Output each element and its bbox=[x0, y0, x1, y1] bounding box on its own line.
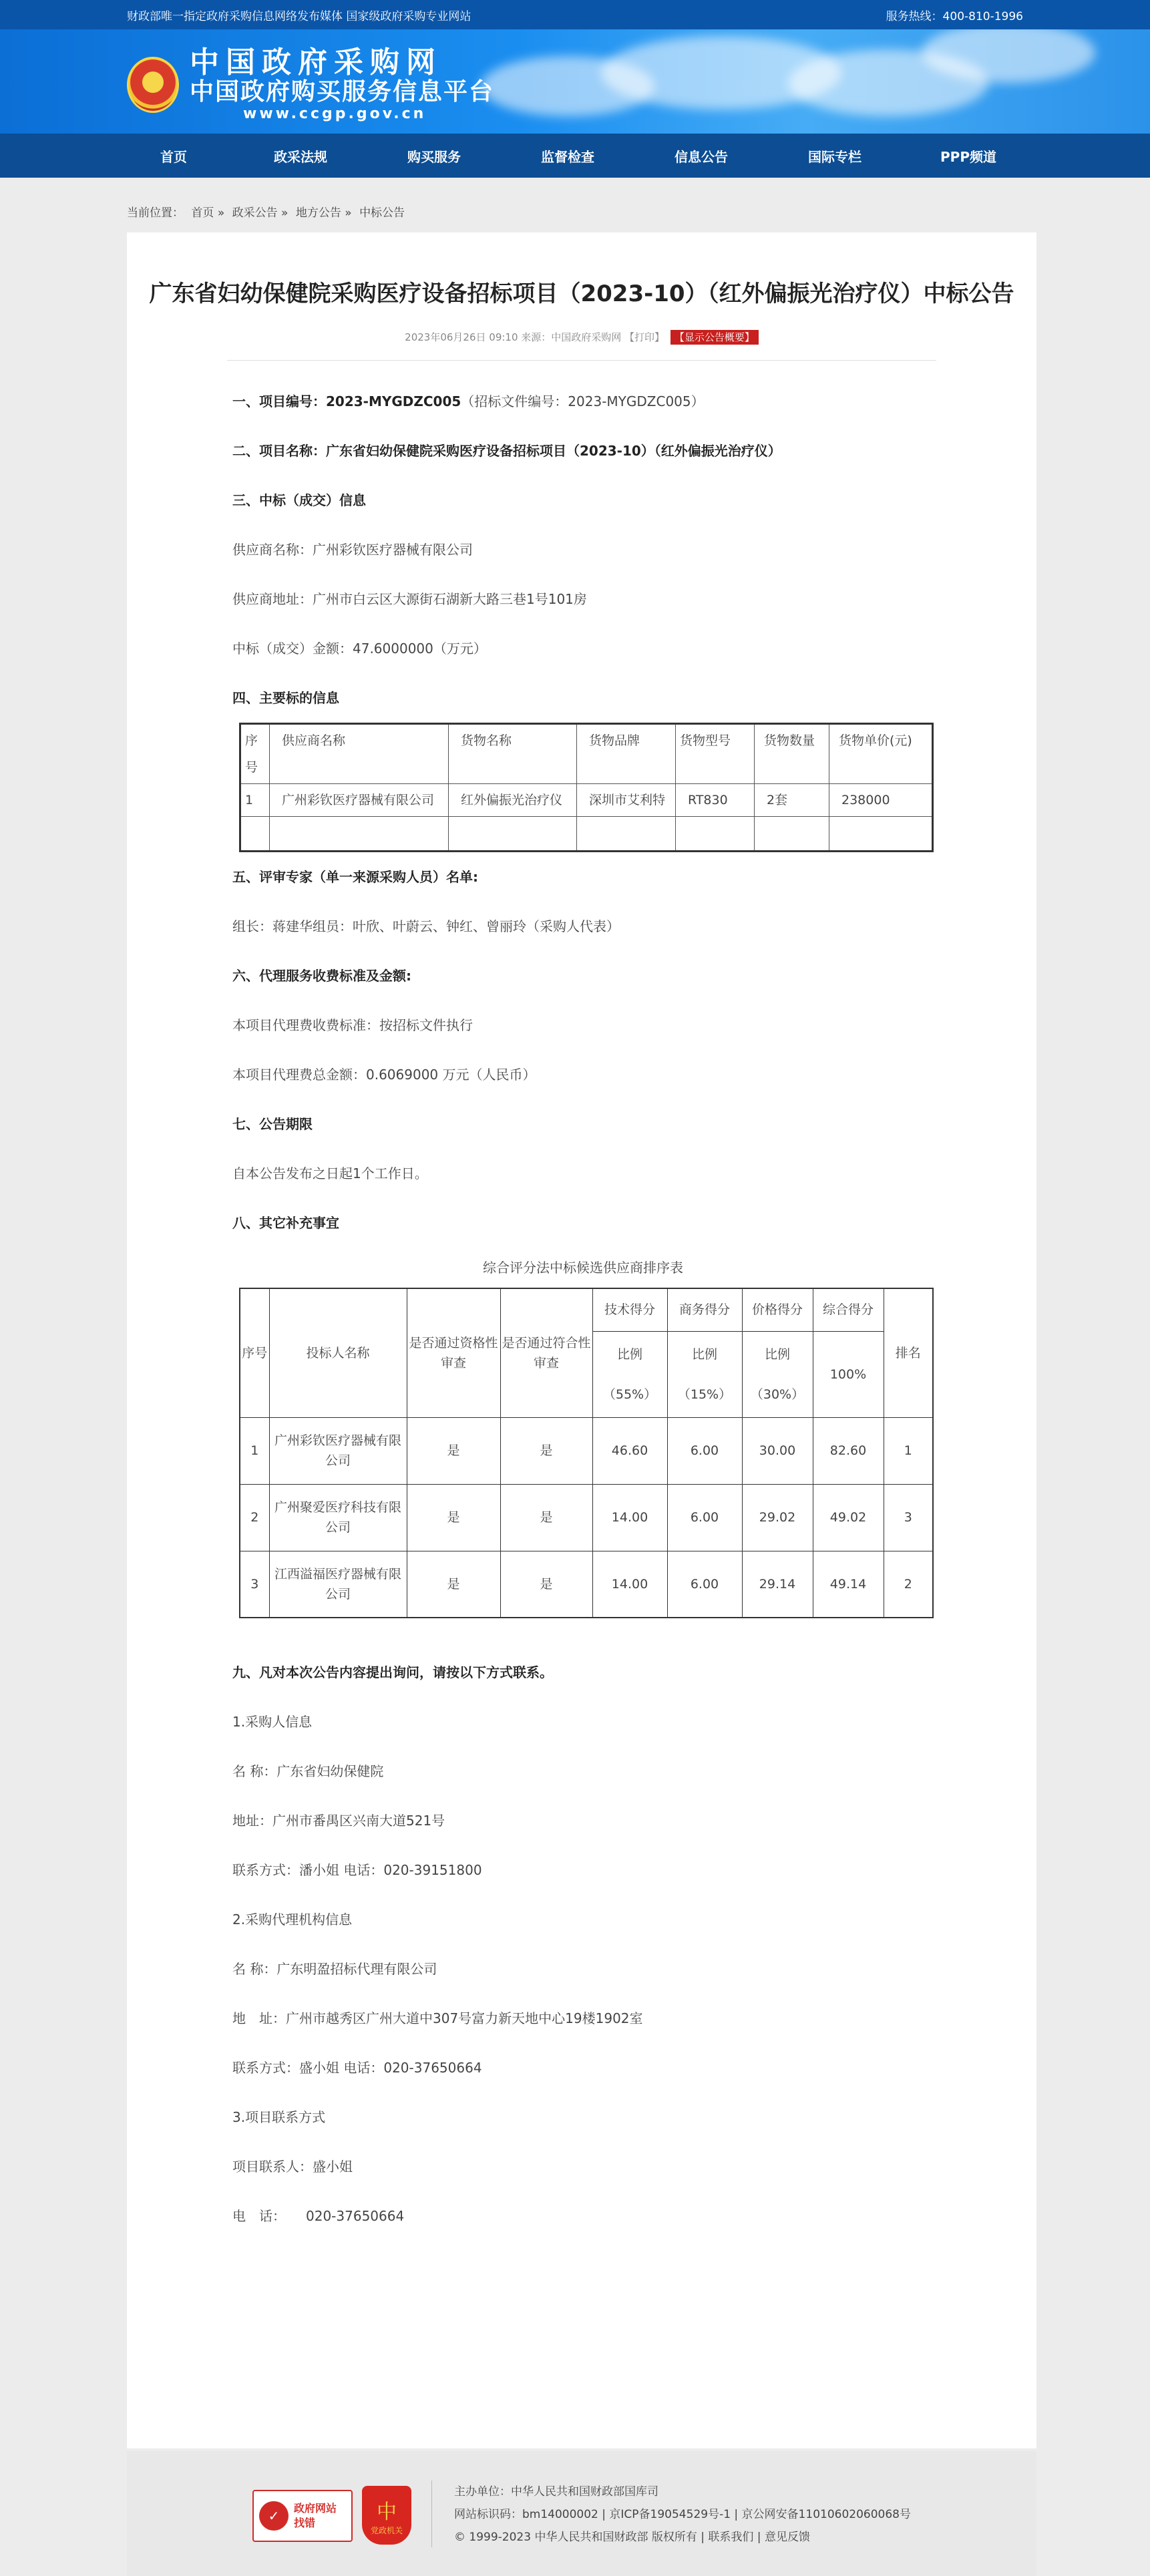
breadcrumb-sep: » bbox=[281, 206, 289, 220]
show-summary-button[interactable]: 【显示公告概要】 bbox=[670, 330, 759, 345]
project-number: 一、项目编号：2023-MYGDZC005（招标文件编号：2023-MYGDZC005） bbox=[232, 393, 705, 409]
breadcrumb-sep: » bbox=[217, 206, 225, 220]
supplier-name: 供应商名称：广州彩钦医疗器械有限公司 bbox=[232, 542, 473, 558]
gov-site-error-report-badge[interactable]: ✓ 政府网站 找错 bbox=[252, 2490, 353, 2542]
table-row-empty bbox=[240, 817, 933, 852]
project-contact-phone: 电 话： 020-37650664 bbox=[232, 2208, 405, 2224]
breadcrumb-local[interactable]: 地方公告 bbox=[295, 206, 341, 220]
article-body bbox=[232, 377, 934, 2241]
purchaser-address: 地址：广州市番禺区兴南大道521号 bbox=[232, 1813, 445, 1829]
purchaser-contact: 联系方式：潘小姐 电话：020-39151800 bbox=[232, 1862, 482, 1878]
section-experts: 五、评审专家（单一来源采购人员）名单: bbox=[232, 869, 478, 885]
nav-announcements[interactable]: 信息公告 bbox=[675, 148, 728, 165]
site-logo[interactable] bbox=[127, 47, 494, 122]
logo-subtitle: 中国政府购买服务信息平台 bbox=[190, 78, 495, 106]
gov-site-icon: ✓ bbox=[259, 2501, 289, 2531]
agency-address: 地 址：广州市越秀区广州大道中307号富力新天地中心19楼1902室 bbox=[232, 2010, 643, 2026]
nav-international[interactable]: 国际专栏 bbox=[808, 148, 861, 165]
table-row: 2 广州聚爱医疗科技有限公司 是 是 14.00 6.00 29.02 49.02 3 bbox=[240, 1484, 933, 1551]
breadcrumb-award[interactable]: 中标公告 bbox=[359, 206, 405, 220]
section-agency-fee: 六、代理服务收费标准及金额: bbox=[232, 968, 411, 984]
breadcrumb-procurement[interactable]: 政采公告 bbox=[232, 206, 278, 220]
agency-heading: 2.采购代理机构信息 bbox=[232, 1911, 353, 1927]
nav-regulations[interactable]: 政采法规 bbox=[274, 148, 327, 165]
table-header-row: 序号 供应商名称 货物名称 货物品牌 货物型号 货物数量 货物单价(元) bbox=[240, 724, 933, 784]
top-slogan: 财政部唯一指定政府采购信息网络发布媒体 国家级政府采购专业网站 bbox=[127, 9, 471, 23]
breadcrumb-sep: » bbox=[345, 206, 352, 220]
site-banner bbox=[0, 29, 1150, 134]
nav-purchase-services[interactable]: 购买服务 bbox=[407, 148, 461, 165]
logo-url: www.ccgp.gov.cn bbox=[243, 106, 427, 122]
top-info-bar bbox=[0, 0, 1150, 29]
purchaser-name: 名 称：广东省妇幼保健院 bbox=[232, 1763, 384, 1779]
main-items-table bbox=[239, 723, 934, 852]
supplier-address: 供应商地址：广州市白云区大源街石湖新大路三巷1号101房 bbox=[232, 591, 587, 607]
table-row: 1 广州彩钦医疗器械有限公司 红外偏振光治疗仪 深圳市艾利特 RT830 2套 238000 bbox=[240, 784, 933, 817]
project-name: 二、项目名称：广东省妇幼保健院采购医疗设备招标项目（2023-10）（红外偏振光治疗仪） bbox=[232, 443, 781, 459]
ranking-table-caption: 综合评分法中标候选供应商排序表 bbox=[483, 1260, 683, 1276]
page-title: 广东省妇幼保健院采购医疗设备招标项目（2023-10）（红外偏振光治疗仪）中标公告 bbox=[149, 281, 1014, 307]
section-award-info: 三、中标（成交）信息 bbox=[232, 492, 366, 508]
section-contact: 九、凡对本次公告内容提出询问，请按以下方式联系。 bbox=[232, 1664, 553, 1680]
project-contact-heading: 3.项目联系方式 bbox=[232, 2109, 326, 2125]
table-row: 3 江西溢福医疗器械有限公司 是 是 14.00 6.00 29.14 49.14 2 bbox=[240, 1551, 933, 1618]
site-footer bbox=[127, 2451, 1036, 2576]
agency-contact: 联系方式：盛小姐 电话：020-37650664 bbox=[232, 2060, 482, 2076]
table-row: 1 广州彩钦医疗器械有限公司 是 是 46.60 6.00 30.00 82.60 1 bbox=[240, 1417, 933, 1484]
breadcrumb-home[interactable]: 首页 bbox=[191, 206, 214, 220]
experts-list: 组长：蒋建华组员：叶欣、叶蔚云、钟红、曾丽玲（采购人代表） bbox=[232, 918, 620, 934]
article-meta-text: 2023年06月26日 09:10 来源：中国政府采购网 【打印】 bbox=[405, 331, 665, 343]
party-gov-badge[interactable]: 中 党政机关 bbox=[362, 2486, 411, 2545]
announcement-period: 自本公告发布之日起1个工作日。 bbox=[232, 1165, 428, 1181]
ranking-table: 序号 投标人名称 是否通过资格性审查 是否通过符合性审查 技术得分 商务得分 价格得分 综合得分 排名 比例（55%） 比例（15%） 比例（30%） 100% 1 广州彩钦医疗器械有限公司 是 是 46.60 6.00 30.00 82.60 1 2 广州聚爱医疗科技有限公司 是 是 14.00 6.00 29.02 49.02 3 3 江西溢福医疗器械有限公司 是 是 14.00 6.00 29.14 49.14 2 bbox=[239, 1288, 934, 1618]
footer-info bbox=[454, 2480, 911, 2549]
breadcrumb-prefix: 当前位置： bbox=[127, 206, 184, 220]
national-emblem-icon: ★ bbox=[127, 57, 179, 113]
article-meta bbox=[127, 330, 1036, 344]
section-period: 七、公告期限 bbox=[232, 1116, 313, 1132]
breadcrumb bbox=[0, 178, 1150, 238]
service-hotline: 服务热线：400-810-1996 bbox=[886, 9, 1023, 23]
main-nav bbox=[0, 134, 1150, 178]
section-main-items: 四、主要标的信息 bbox=[232, 690, 339, 706]
footer-divider bbox=[431, 2480, 432, 2547]
purchaser-heading: 1.采购人信息 bbox=[232, 1714, 313, 1730]
project-contact-person: 项目联系人：盛小姐 bbox=[232, 2159, 353, 2175]
nav-ppp[interactable]: PPP频道 bbox=[940, 148, 996, 165]
article-card bbox=[127, 232, 1036, 2448]
fee-standard: 本项目代理费收费标准：按招标文件执行 bbox=[232, 1017, 473, 1033]
agency-name: 名 称：广东明盈招标代理有限公司 bbox=[232, 1961, 437, 1977]
footer-host: 主办单位：中华人民共和国财政部国库司 bbox=[454, 2485, 658, 2499]
footer-copyright: © 1999-2023 中华人民共和国财政部 版权所有 | 联系我们 | 意见反馈 bbox=[454, 2531, 810, 2544]
footer-icp: 网站标识码：bm14000002 | 京ICP备19054529号-1 | 京公网安备11010602060068号 bbox=[454, 2508, 911, 2521]
fee-total: 本项目代理费总金额：0.6069000 万元（人民币） bbox=[232, 1067, 536, 1083]
logo-title: 中国政府采购网 bbox=[190, 45, 442, 79]
nav-supervision[interactable]: 监督检查 bbox=[541, 148, 594, 165]
nav-home[interactable]: 首页 bbox=[160, 148, 187, 165]
award-amount: 中标（成交）金额：47.6000000（万元） bbox=[232, 640, 487, 657]
divider bbox=[227, 360, 936, 361]
section-other: 八、其它补充事宜 bbox=[232, 1215, 339, 1231]
